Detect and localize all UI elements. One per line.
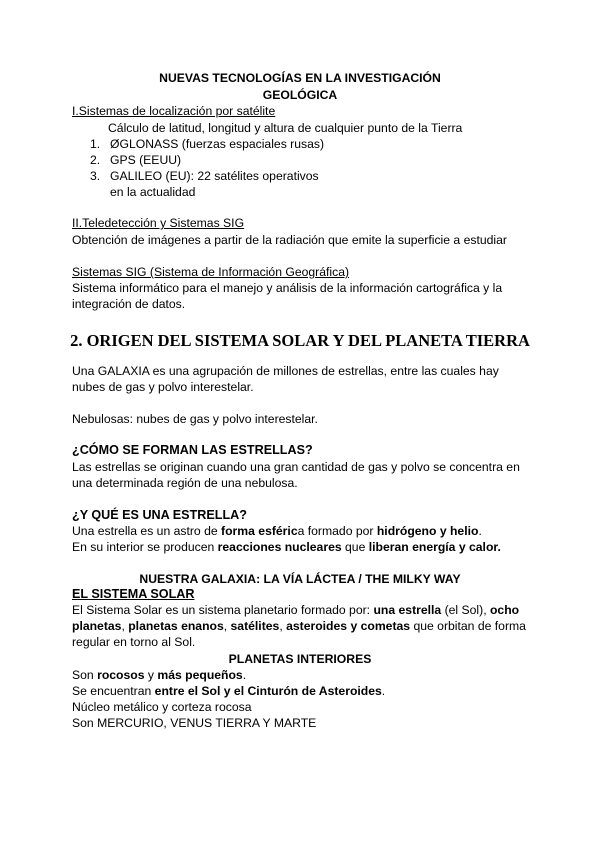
bold-run: planetas [72, 619, 122, 633]
text-run: (el Sol), [441, 603, 490, 617]
list-item [90, 137, 324, 152]
bold-run: más pequeños [157, 668, 243, 682]
bold-run: forma esféric [221, 524, 298, 538]
text-run: que [341, 540, 369, 554]
text-run: que orbitan de forma [410, 619, 526, 633]
chapter-heading: 2. ORIGEN DEL SISTEMA SOLAR Y DEL PLANETA TIERRA [70, 331, 530, 350]
list-item [90, 169, 319, 184]
milky-way-heading: NUESTRA GALAXIA: LA VÍA LÁCTEA / THE MILKY WAY [139, 572, 461, 586]
solar-system-line1 [72, 603, 519, 618]
list-text: GALILEO (EU): 22 satélites operativos [110, 169, 319, 183]
inner-planets-line1 [72, 668, 246, 683]
text-run: , [121, 619, 129, 633]
inner-planets-line4: Son MERCURIO, VENUS TIERRA Y MARTE [72, 716, 317, 730]
bold-run: hidrógeno y helio [376, 524, 479, 538]
text-run: , [279, 619, 287, 633]
inner-planets-line2 [72, 684, 385, 699]
bold-run: rocosos [97, 668, 145, 682]
text-run: . [478, 524, 482, 538]
list-text: ØGLONASS (fuerzas espaciales rusas) [110, 137, 325, 151]
text-run: . [381, 684, 386, 698]
section2-heading: II.Teledetección y Sistemas SIG [72, 216, 245, 230]
inner-planets-line3: Núcleo metálico y corteza rocosa [72, 700, 252, 714]
bold-run: planetas enanos [128, 619, 224, 633]
text-run: . [242, 668, 247, 682]
star-definition-line1 [72, 524, 482, 539]
list-number: 1. [90, 137, 101, 151]
bold-run: liberan energía y calor. [368, 540, 501, 554]
list-text: GPS (EEUU) [110, 153, 182, 167]
bold-run: entre el Sol y el Cinturón de Asteroides [154, 684, 382, 698]
text-run: , [223, 619, 231, 633]
section3-text-line2: integración de datos. [72, 297, 186, 311]
list-number: 2. [90, 153, 101, 167]
bold-run: satélites [230, 619, 280, 633]
section3-heading: Sistemas SIG (Sistema de Información Geográfica) [72, 265, 350, 279]
doc-title-line2: GEOLÓGICA [262, 88, 338, 102]
text-run: Una estrella es un astro de [72, 524, 222, 538]
doc-title-line1: NUEVAS TECNOLOGÍAS EN LA INVESTIGACIÓN [159, 71, 441, 85]
text-run: Se encuentran [72, 684, 155, 698]
solar-system-line3: regular en torno al Sol. [72, 635, 196, 649]
galaxy-def-line2: nubes de gas y polvo interestelar. [72, 380, 254, 394]
list-item-continuation: en la actualidad [110, 185, 196, 199]
stars-formation-line1: Las estrellas se originan cuando una gran cantidad de gas y polvo se concentra en [72, 460, 520, 474]
section1-heading: I.Sistemas de localización por satélite [72, 104, 276, 118]
galaxy-def-line1: Una GALAXIA es una agrupación de millones de estrellas, entre las cuales hay [72, 364, 499, 378]
text-run: Son [72, 668, 98, 682]
star-definition-heading: ¿Y QUÉ ES UNA ESTRELLA? [72, 508, 247, 522]
solar-system-line2 [72, 619, 526, 634]
stars-formation-heading: ¿CÓMO SE FORMAN LAS ESTRELLAS? [72, 443, 313, 457]
section2-text: Obtención de imágenes a partir de la radiación que emite la superficie a estudiar [72, 233, 507, 247]
stars-formation-line2: una determinada región de una nebulosa. [72, 476, 298, 490]
list-item [90, 153, 181, 168]
solar-system-heading: EL SISTEMA SOLAR [72, 587, 195, 601]
star-definition-line2 [72, 540, 501, 555]
list-number: 3. [90, 169, 101, 183]
bold-run: asteroides y cometas [286, 619, 411, 633]
inner-planets-heading: PLANETAS INTERIORES [228, 652, 372, 666]
bold-run: reacciones nucleares [217, 540, 342, 554]
section1-intro: Cálculo de latitud, longitud y altura de cualquier punto de la Tierra [108, 121, 463, 135]
section3-text-line1: Sistema informático para el manejo y análisis de la información cartográfica y la [72, 281, 503, 295]
text-run: a formado por [297, 524, 377, 538]
text-run: En su interior se producen [72, 540, 218, 554]
text-run: El Sistema Solar es un sistema planetario formado por: [72, 603, 374, 617]
bold-run: una estrella [373, 603, 442, 617]
bold-run: ocho [489, 603, 520, 617]
nebula-def: Nebulosas: nubes de gas y polvo interestelar. [72, 412, 318, 426]
text-run: y [144, 668, 158, 682]
